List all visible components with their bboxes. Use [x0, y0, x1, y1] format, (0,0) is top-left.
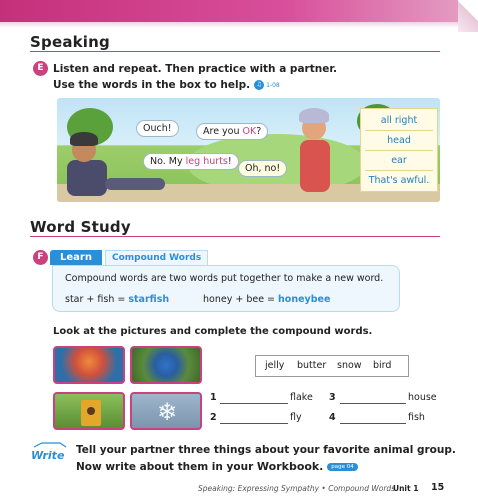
item-suffix: house [408, 392, 437, 403]
workbook-page-tag[interactable]: page 04 [327, 463, 357, 471]
footer-topic: Speaking: Expressing Sympathy • Compound Words [198, 484, 396, 493]
speaking-title: Speaking [30, 33, 110, 51]
bubble-are-you-ok-highlight: OK [242, 126, 257, 137]
girl-figure [300, 140, 330, 192]
example-honeybee [203, 294, 330, 305]
phrase-divider [365, 130, 433, 131]
phrase-item: head [387, 135, 411, 146]
bubble-no-my-text: No. My [150, 156, 186, 167]
speaking-instruction-2-text: Use the words in the box to help. [53, 79, 251, 91]
girl-helmet [299, 108, 329, 123]
header-band-fade [0, 22, 478, 28]
learn-tab: Learn [50, 250, 102, 265]
bubble-no-my-punct: ! [227, 156, 232, 167]
item-number: 2 [210, 412, 217, 423]
example-starfish-parts: star + fish = [65, 294, 129, 305]
workbook-word: Workbook [256, 460, 320, 473]
example-honeybee-answer: honeybee [278, 294, 331, 305]
word-study-rule [30, 236, 440, 237]
phrase-divider [365, 170, 433, 171]
phrase-item: all right [380, 115, 418, 126]
learn-topic: Compound Words [105, 250, 208, 265]
boy-figure [67, 160, 107, 196]
item-suffix: flake [290, 392, 313, 403]
phrase-box [360, 108, 438, 192]
bubble-leg-highlight: leg [185, 156, 201, 167]
example-starfish-answer: starfish [128, 294, 170, 305]
write-instruction-1: Tell your partner three things about your favorite animal group. [76, 444, 456, 456]
bubble-ouch: Ouch! [136, 120, 179, 137]
item-number: 4 [329, 412, 336, 423]
footer-unit: Unit 1 [393, 484, 419, 493]
item-suffix: fish [408, 412, 425, 423]
activity-badge-e: E [33, 61, 48, 76]
picture-birdhouse [53, 392, 125, 430]
example-starfish [65, 294, 169, 305]
word-study-title: Word Study [30, 218, 131, 236]
picture-jellyfish [53, 346, 125, 384]
bubble-hurts-highlight: hurts [203, 156, 228, 167]
learn-definition: Compound words are two words put together to make a new word. [65, 273, 384, 284]
snowflake-icon: ❄ [156, 398, 178, 426]
speaking-rule [30, 51, 440, 52]
speaking-instruction-2 [53, 79, 280, 91]
answer-blank-1[interactable] [220, 403, 288, 404]
boy-helmet [70, 132, 98, 146]
phrase-item: ear [391, 155, 407, 166]
word-bank-item: butter [297, 360, 327, 371]
bubble-are-you-ok [196, 123, 268, 140]
phrase-divider [365, 150, 433, 151]
birdhouse-hole [87, 407, 95, 415]
answer-blank-4[interactable] [340, 423, 406, 424]
bubble-no-my-leg-hurts [143, 153, 239, 170]
write-instruction-2-punct: . [319, 461, 324, 473]
audio-track-label: 1-08 [266, 81, 280, 89]
write-instruction-2-text: Now write about them in your [76, 461, 257, 473]
bubble-oh-no: Oh, no! [238, 160, 287, 177]
phrase-item: That's awful. [368, 175, 430, 186]
picture-butterfly [130, 346, 202, 384]
page-number: 15 [431, 482, 445, 493]
boy-legs [105, 178, 165, 190]
bubble-are-you-ok-punct: ? [256, 126, 262, 137]
item-number: 1 [210, 392, 217, 403]
write-instruction-2 [76, 460, 358, 473]
item-suffix: fly [290, 412, 302, 423]
bubble-are-you-ok-text: Are you [203, 126, 243, 137]
answer-blank-2[interactable] [220, 423, 288, 424]
task-instruction: Look at the pictures and complete the compound words. [53, 326, 373, 337]
page-curl [458, 0, 478, 32]
speaking-instruction-1: Listen and repeat. Then practice with a partner. [53, 63, 337, 75]
answer-blank-3[interactable] [340, 403, 406, 404]
header-band [0, 0, 478, 22]
activity-badge-f: F [33, 250, 48, 265]
audio-icon[interactable]: ♫ [254, 80, 264, 90]
write-label: Write [31, 449, 65, 462]
example-honeybee-parts: honey + bee = [203, 294, 279, 305]
word-bank-item: bird [373, 360, 392, 371]
word-bank-item: snow [337, 360, 362, 371]
item-number: 3 [329, 392, 336, 403]
picture-snowflake [130, 392, 202, 430]
word-bank-item: jelly [265, 360, 285, 371]
